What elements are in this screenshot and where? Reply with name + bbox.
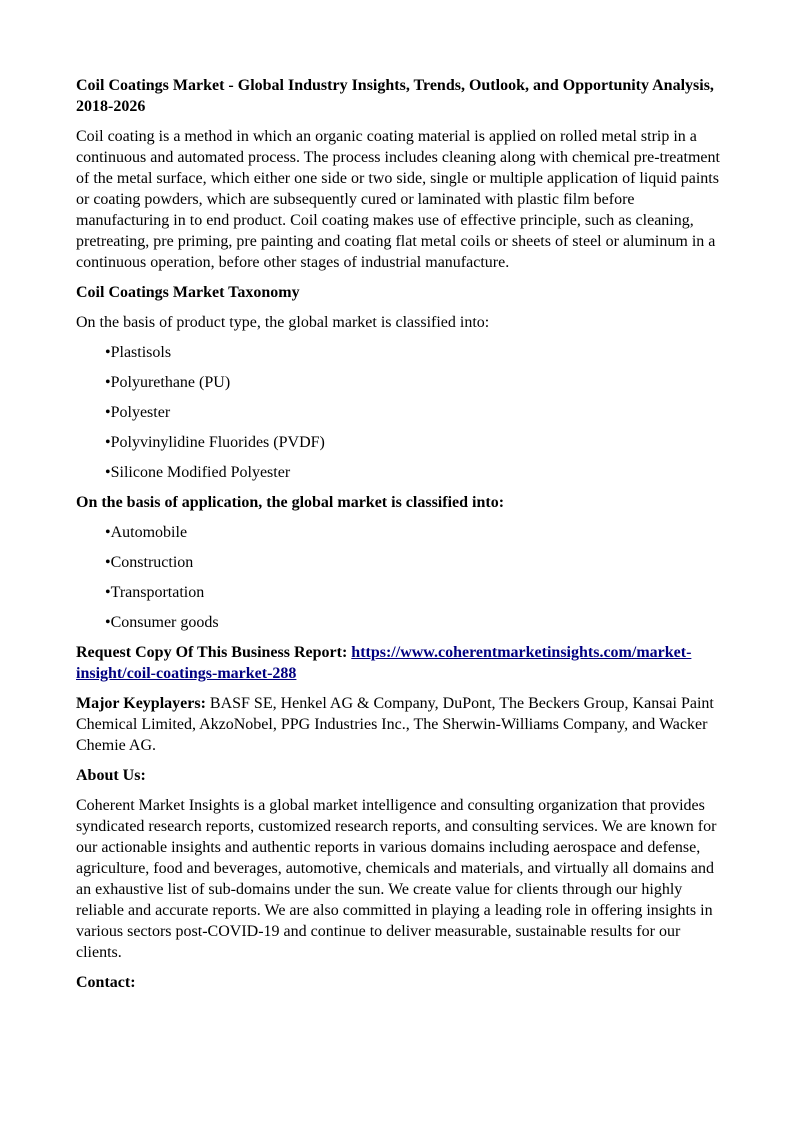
bullet-icon: • <box>105 614 111 631</box>
list-item <box>105 342 722 363</box>
keyplayers-paragraph <box>76 693 722 756</box>
taxonomy-heading: Coil Coatings Market Taxonomy <box>76 284 300 301</box>
list-item-label: Plastisols <box>110 344 172 361</box>
keyplayers-label: Major Keyplayers: <box>76 695 206 712</box>
list-item <box>105 432 722 453</box>
bullet-icon: • <box>105 374 111 391</box>
about-heading: About Us: <box>76 767 146 784</box>
list-item <box>105 522 722 543</box>
list-item-label: Automobile <box>110 524 188 541</box>
product-type-intro: On the basis of product type, the global market is classified into: <box>76 314 490 331</box>
contact-heading: Contact: <box>76 974 136 991</box>
about-paragraph: Coherent Market Insights is a global market intelligence and consulting organization that provides syndicated research reports, customized research reports, and consulting services. We are known for our actionable insights and authentic reports in various domains including aerospace and defense, agriculture, food and beverages, automotive, chemicals and materials, and virtually all domains and an exhaustive list of sub-domains under the sun. We create value for clients through our highly reliable and accurate reports. We are also committed in playing a leading role in offering insights in various sectors post-COVID-19 and continue to deliver measurable, sustainable results for our clients. <box>76 797 717 961</box>
list-item <box>105 402 722 423</box>
bullet-icon: • <box>105 344 111 361</box>
intro-paragraph: Coil coating is a method in which an organic coating material is applied on rolled metal strip in a continuous and automated process. The process includes cleaning along with chemical pre-treatment of the metal surface, which either one side or two side, single or multiple application of liquid paints or coating powders, which are subsequently cured or laminated with plastic film before manufacturing in to end product. Coil coating makes use of effective principle, such as cleaning, pretreating, pre priming, pre painting and coating flat metal coils or sheets of steel or aluminum in a continuous operation, before other stages of industrial manufacture. <box>76 128 720 271</box>
request-copy-label: Request Copy Of This Business Report: <box>76 644 348 661</box>
bullet-icon: • <box>105 464 111 481</box>
list-item-label: Transportation <box>110 584 205 601</box>
application-heading: On the basis of application, the global market is classified into: <box>76 494 505 511</box>
list-item <box>105 552 722 573</box>
bullet-icon: • <box>105 404 111 421</box>
request-copy-link[interactable]: https://www.coherentmarketinsights.com/market-insight/coil-coatings-market-288 <box>76 644 692 682</box>
request-copy-paragraph <box>76 642 722 684</box>
list-item <box>105 582 722 603</box>
bullet-icon: • <box>105 434 111 451</box>
document-page <box>76 75 722 1002</box>
list-item <box>105 612 722 633</box>
list-item-label: Silicone Modified Polyester <box>110 464 291 481</box>
list-item-label: Polyvinylidine Fluorides (PVDF) <box>110 434 325 451</box>
list-item-label: Polyurethane (PU) <box>110 374 231 391</box>
application-list <box>76 522 722 633</box>
keyplayers-text: BASF SE, Henkel AG & Company, DuPont, The Beckers Group, Kansai Paint Chemical Limited, AkzoNobel, PPG Industries Inc., The Sherwin-Williams Company, and Wacker Chemie AG. <box>76 695 714 754</box>
bullet-icon: • <box>105 584 111 601</box>
list-item-label: Polyester <box>110 404 171 421</box>
bullet-icon: • <box>105 524 111 541</box>
list-item <box>105 372 722 393</box>
document-title: Coil Coatings Market - Global Industry Insights, Trends, Outlook, and Opportunity Analysis, 2018-2026 <box>76 77 714 115</box>
list-item-label: Construction <box>110 554 194 571</box>
product-type-list <box>76 342 722 483</box>
list-item-label: Consumer goods <box>110 614 219 631</box>
bullet-icon: • <box>105 554 111 571</box>
list-item <box>105 462 722 483</box>
